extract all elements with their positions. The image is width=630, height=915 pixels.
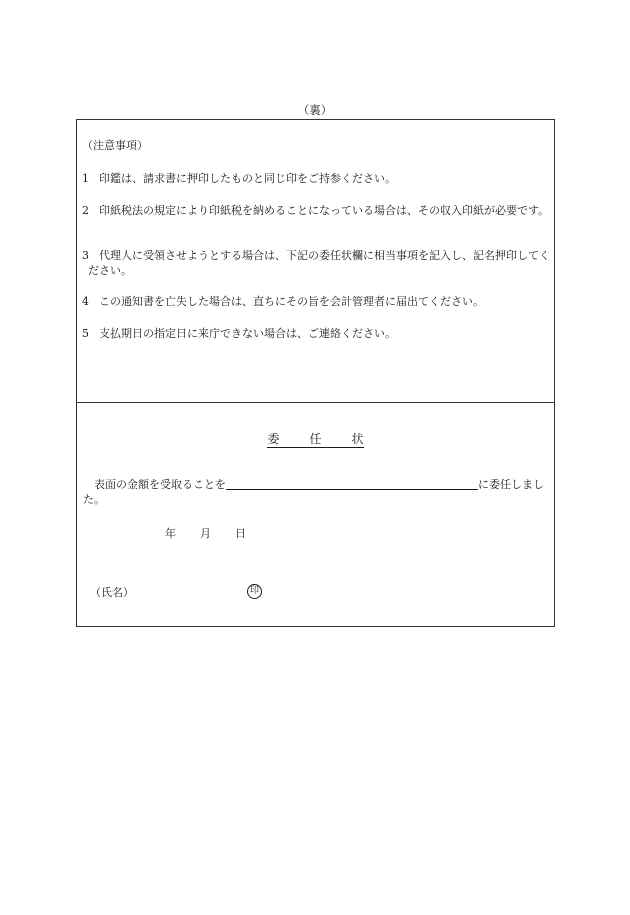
proxy-title-char: 任 bbox=[309, 432, 322, 446]
proxy-title bbox=[77, 431, 554, 447]
date-row bbox=[130, 526, 246, 541]
note-item-2 bbox=[82, 203, 552, 218]
note-text: 印鑑は、請求書に押印したものと同じ印をご持参ください。 bbox=[99, 172, 396, 185]
notes-section bbox=[77, 120, 554, 403]
date-month-label: 月 bbox=[200, 527, 211, 540]
note-item-4 bbox=[82, 294, 552, 309]
name-label: （氏名） bbox=[90, 586, 134, 599]
proxy-title-char: 委 bbox=[267, 432, 280, 446]
note-text: 印紙税法の規定により印紙税を納めることになっている場合は、その収入印紙が必要です。 bbox=[99, 204, 550, 217]
note-number: 5 bbox=[82, 327, 89, 340]
note-text: 代理人に受領させようとする場合は、下記の委任状欄に相当事項を記入し、記名押印してください。 bbox=[88, 249, 550, 277]
proxy-title-char: 状 bbox=[351, 432, 364, 446]
notes-title: （注意事項） bbox=[82, 139, 148, 152]
note-text: 支払期日の指定日に来庁できない場合は、ご連絡ください。 bbox=[99, 327, 396, 340]
note-number: 4 bbox=[82, 295, 89, 308]
date-year-label: 年 bbox=[165, 527, 176, 540]
proxy-statement-before: 表面の金額を受取ることを bbox=[94, 478, 226, 491]
proxy-section bbox=[77, 403, 554, 627]
page-heading: （裏） bbox=[297, 103, 333, 117]
note-number: 1 bbox=[82, 172, 89, 185]
note-number: 2 bbox=[82, 204, 89, 217]
proxy-statement bbox=[83, 477, 551, 507]
proxy-statement-after: に委任しました。 bbox=[83, 478, 544, 506]
document-frame bbox=[76, 119, 555, 627]
date-day-label: 日 bbox=[235, 527, 246, 540]
note-number: 3 bbox=[82, 249, 89, 262]
note-item-3 bbox=[82, 248, 552, 278]
note-item-1 bbox=[82, 171, 552, 186]
seal-mark-icon: 印 bbox=[247, 584, 262, 599]
note-text: この通知書を亡失した場合は、直ちにその旨を会計管理者に届出てください。 bbox=[99, 295, 484, 308]
note-item-5 bbox=[82, 326, 552, 341]
delegate-name-blank[interactable] bbox=[226, 477, 478, 490]
